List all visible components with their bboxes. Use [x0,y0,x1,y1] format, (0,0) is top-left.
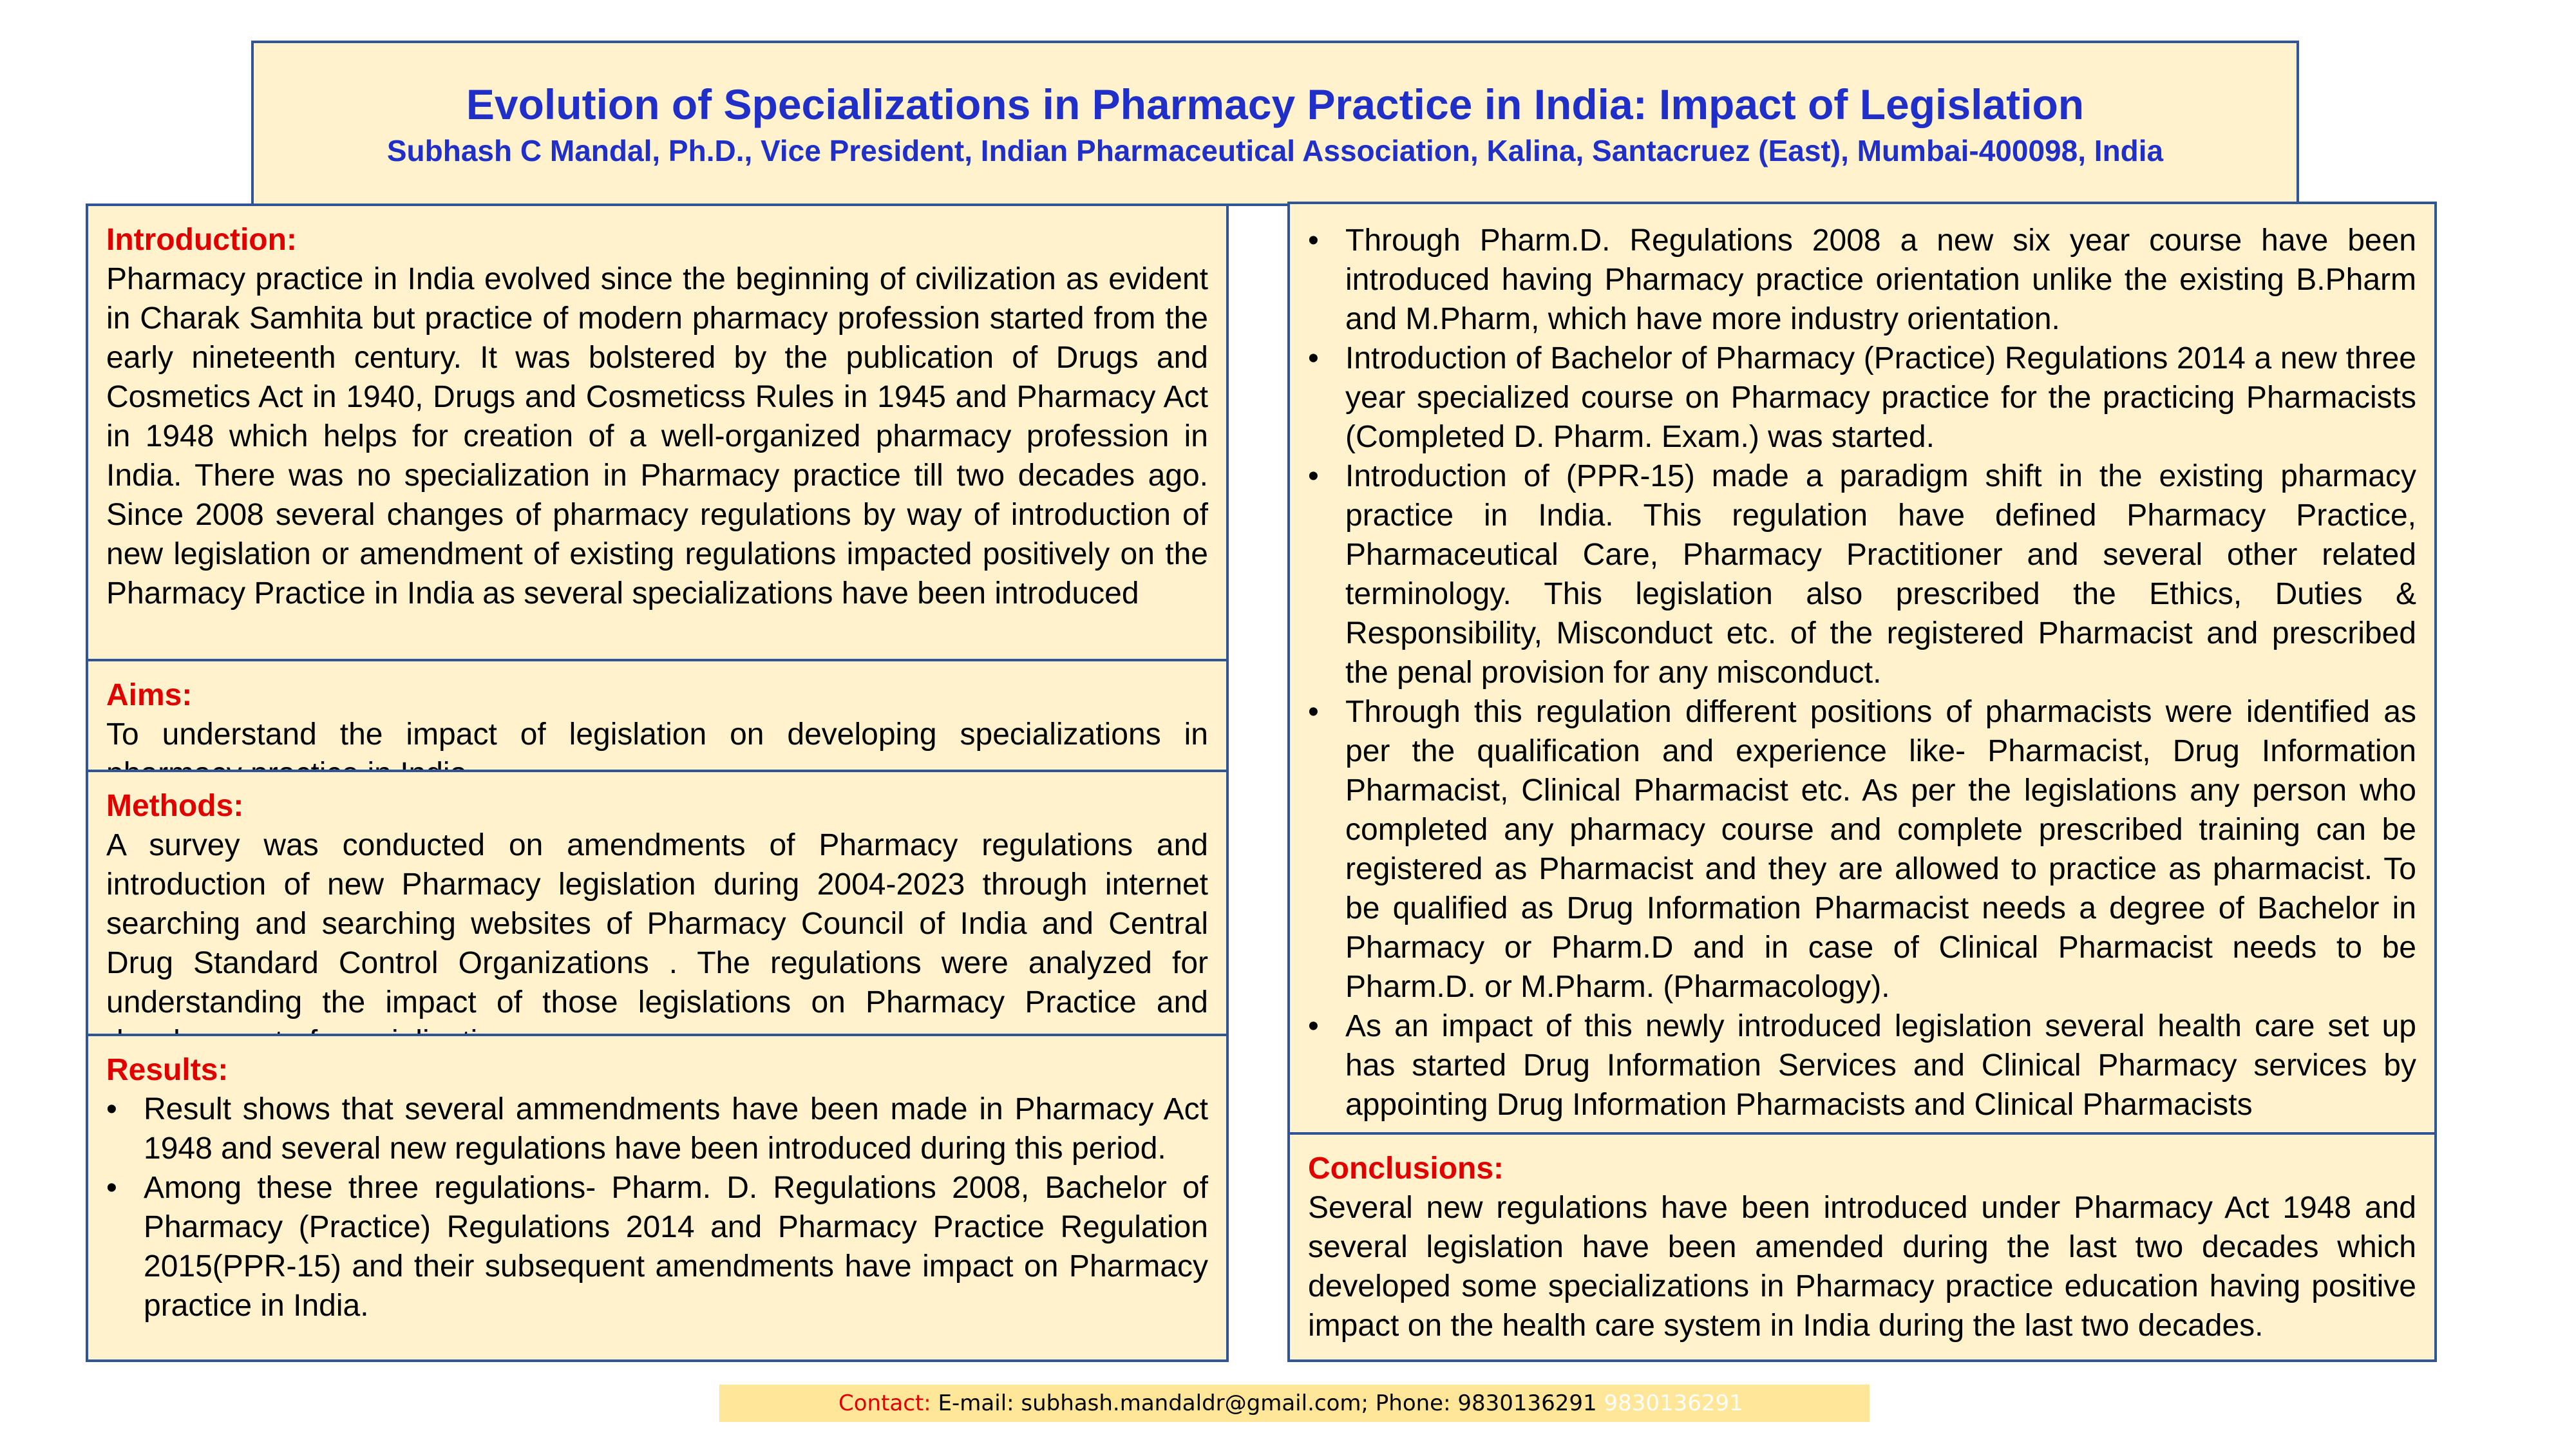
contact-label: Contact: [838,1390,931,1416]
results-section [86,1034,1229,1362]
bullet-icon: • [1308,223,1319,258]
bullet-icon: • [1308,459,1319,493]
list-item [106,1090,1208,1168]
poster-header [251,41,2299,206]
conclusions-section [1287,1132,2437,1362]
list-item [1308,1007,2416,1124]
list-item [1308,457,2416,692]
list-item-text: Result shows that several ammendments have been made in Pharmacy Act 1948 and several new regulations have been introduced during this period. [144,1092,1208,1166]
bullet-icon: • [106,1171,117,1205]
methods-text: A survey was conducted on amendments of Pharmacy regulations and introduction of new Pharmacy legislation during 2004-2023 through internet searching and searching websites of Pharmacy Council of India and Central Drug Standard Control Organizations . The regulations were analyzed for understanding the impact of those legislations on Pharmacy Practice and [106,828,1208,1019]
methods-heading: Methods: [106,789,244,823]
methods-section [86,770,1229,1037]
poster-title: Evolution of Specializations in Pharmacy Practice in India: Impact of Legislation [466,80,2085,128]
aims-heading: Aims: [106,678,193,712]
results-list [106,1090,1208,1325]
list-item-text: Through Pharm.D. Regulations 2008 a new six year course have been introduced having Pharmacy practice orientation unlike the existing B.Pharm and M.Pharm, which have more industry orientation. [1345,223,2416,336]
list-item-text: Introduction of (PPR-15) made a paradigm shift in the existing pharmacy practice in India. This regulation have defined Pharmacy Practice, Pharmaceutical Care, Pharmacy Practitioner and several other related terminology. This legislation also prescribed the Ethics, Duties & Responsibility, Misconduct etc. of the registered Pharmacist and prescribed the penal provision for any misconduct. [1345,459,2416,690]
contact-bar [719,1385,1870,1422]
introduction-section [86,204,1229,664]
conclusions-heading: Conclusions: [1308,1151,1504,1186]
conclusions-text: Several new regulations have been introduced under Pharmacy Act 1948 and several legislation have been amended during the last two decades which developed some specializations in Pharmacy practice education having positive impact on the health care system in India during the last two decades. [1308,1191,2416,1343]
results-continued-list [1308,221,2416,1124]
list-item-text: Introduction of Bachelor of Pharmacy (Practice) Regulations 2014 a new three year specialized course on Pharmacy practice for the practicing Pharmacists (Completed D. Pharm. Exam.) was started. [1345,341,2416,454]
contact-hidden-phone: 9830136291 [1596,1390,1743,1416]
list-item-text: Among these three regulations- Pharm. D. Regulations 2008, Bachelor of Pharmacy (Practice) Regulations 2014 and Pharmacy Practice Regulation 2015(PPR-15) and their subsequent amendments have impact on Pharmacy practice in India. [144,1171,1208,1323]
bullet-icon: • [106,1092,117,1126]
list-item [1308,221,2416,339]
author-affiliation: Subhash C Mandal, Ph.D., Vice President, Indian Pharmaceutical Association, Kalina, Santacruez (East), Mumbai-400098, India [386,133,2164,167]
aims-section [86,659,1229,773]
list-item-text: As an impact of this newly introduced legislation several health care set up has started Drug Information Services and Clinical Pharmacy services by appointing Drug Information Pharmacists and Clinical Pharmacists [1345,1009,2416,1122]
introduction-heading: Introduction: [106,223,297,257]
contact-details: E-mail: subhash.mandaldr@gmail.com; Phone: 9830136291 [931,1390,1597,1416]
aims-text: To understand the impact of legislation on developing specializations in [106,717,1208,752]
list-item [1308,692,2416,1007]
list-item [1308,339,2416,457]
results-continued-section [1287,202,2437,1137]
results-heading: Results: [106,1053,229,1087]
bullet-icon: • [1308,1009,1319,1043]
bullet-icon: • [1308,695,1319,729]
bullet-icon: • [1308,341,1319,375]
introduction-text: Pharmacy practice in India evolved since the beginning of civilization as evident in Charak Samhita but practice of modern pharmacy profession started from the early nineteenth century. It was bolstered by the publication of Drugs and Cosmetics Act in 1940, Drugs and Cosmeticss Rules in 1945 and Pharmacy Act in 1948 which helps for creation of a well-organized pharmacy profession in India. There was no specialization in Pharmacy practice till two decades ago. Since 2008 several changes of pharmacy regulations by way of introduction of new legislation or amendment of existing regulations impacted positively on the Pharmacy Practice in India as several specializations have been introduced [106,262,1208,611]
list-item [106,1168,1208,1325]
list-item-text: Through this regulation different positions of pharmacists were identified as per the qualification and experience like- Pharmacist, Drug Information Pharmacist, Clinical Pharmacist etc. As per the legislations any person who completed any pharmacy course and complete prescribed training can be registered as Pharmacist and they are allowed to practice as pharmacist. To be qualified as Drug Information Pharmacist needs a degree of Bachelor in Pharmacy or Pharm.D and in case of Clinical Pharmacist needs to be Pharm.D. or M.Pharm. (Pharmacology). [1345,695,2416,1004]
